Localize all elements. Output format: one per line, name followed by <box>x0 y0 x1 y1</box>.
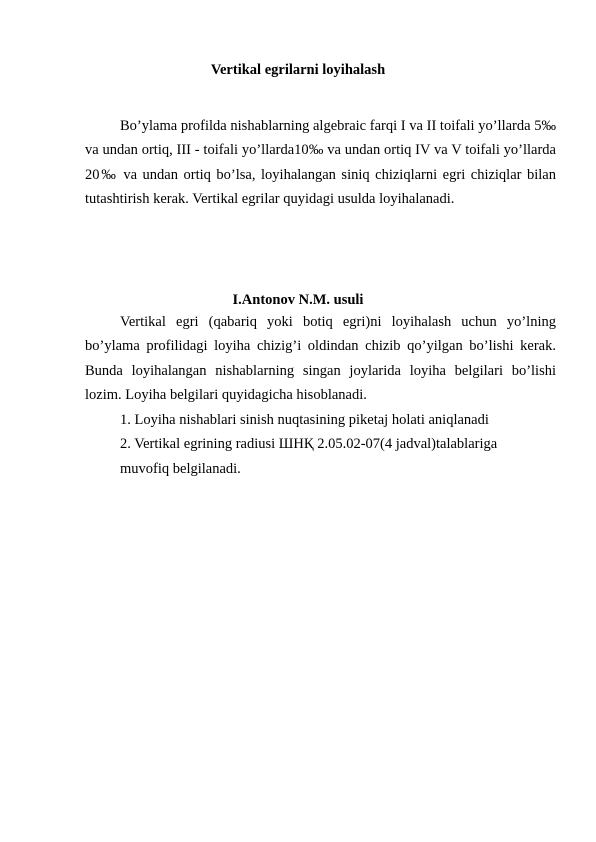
list-item: muvofiq belgilanadi. <box>120 460 241 477</box>
list-item: 2. Vertikal egrining radiusi ШНҚ 2.05.02-07(4 jadval)talablariga <box>120 436 498 453</box>
paragraph-method: Vertikal egri (qabariq yoki botiq egri)ni loyihalash uchun yo’lning bo’ylama profilidagi loyiha chizig’i oldindan chizib qo’yilgan bo’lishi kerak. Bunda loyihalangan nishablarning singan joylarida loyiha belgilari bo’lishi lozim. Loyiha belgilari quyidagicha hisoblanadi. <box>85 314 556 403</box>
paragraph-intro: Bo’ylama profilda nishablarning algebraic farqi I va II toifali yo’llarda 5‰ va undan ortiq, III - toifali yo’llarda10‰ va undan ortiq IV va V toifali yo’llarda 20‰ va undan ortiq bo’lsa, loyihalangan siniq chiziqlarni egri chiziqlar bilan tutashtirish kerak. Vertikal egrilar quyidagi usulda loyihalanadi. <box>85 118 556 207</box>
steps-list <box>120 408 560 481</box>
section-subtitle: I.Antonov N.M. usuli <box>232 292 364 308</box>
document-title: Vertikal egrilarni loyihalash <box>210 62 386 78</box>
list-item: 1. Loyiha nishablari sinish nuqtasining piketaj holati aniqlanadi <box>120 412 489 428</box>
